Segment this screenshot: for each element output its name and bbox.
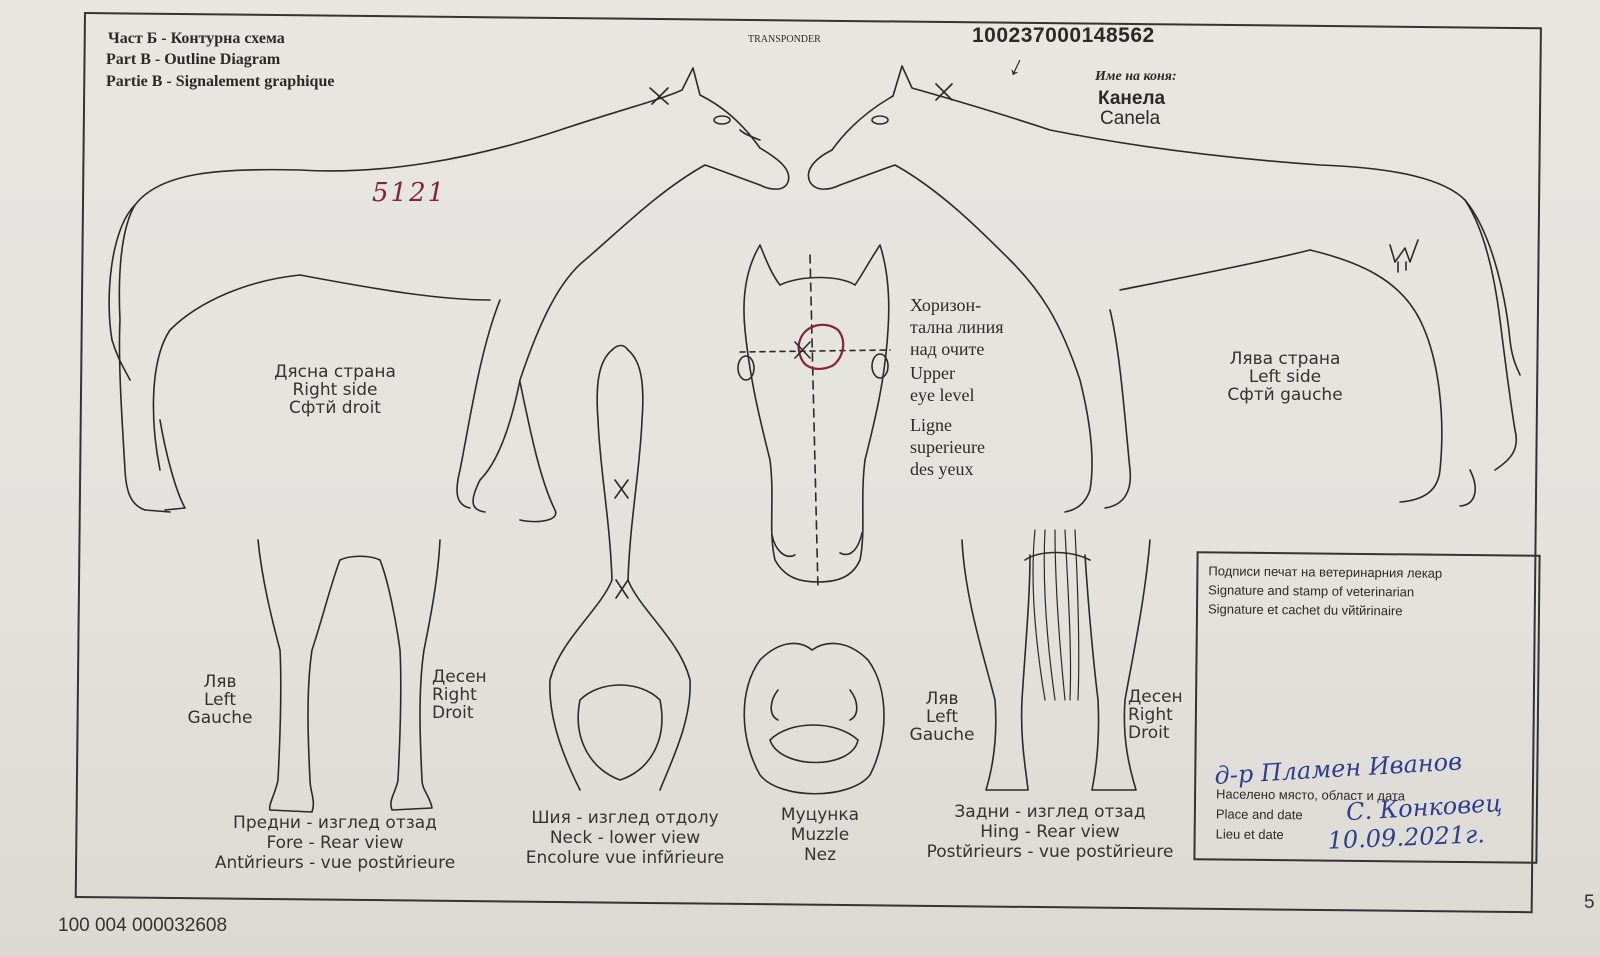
muzzle-caption-fr: Nez [803,845,837,865]
fore-left-fr: Gauche [187,708,253,728]
horse-name-bg: Канела [1098,88,1166,109]
eye-level-fr-1: Ligne [910,415,952,435]
left-side-bg: Лява страна [1229,349,1341,369]
neck-caption [500,808,750,868]
hind-right-en: Right [1128,705,1173,725]
fore-caption-bg: Предни - изглед отзад [233,813,437,833]
left-side-en: Left side [1248,367,1322,387]
hind-left-bg: Ляв [925,689,959,709]
hind-caption [900,802,1200,862]
fore-right-en: Right [432,685,477,705]
date-value: 10.09.2021г. [1327,820,1486,855]
hind-left-label [902,690,982,744]
part-title-en: Part B - Outline Diagram [106,51,281,68]
place-label-bg: Населено място, област и дата [1216,786,1406,804]
horse-name-label: Име на коня: [1095,69,1177,84]
signature-label-bg: Подписи печат на ветеринарния лекар [1208,563,1443,581]
right-side-bg: Дясна страна [274,362,396,382]
part-title-fr: Partie B - Signalement graphique [106,73,335,90]
signature-label-en: Signature and stamp of veterinarian [1208,582,1415,600]
hind-right-bg: Десен [1128,687,1183,707]
hind-right-label [1128,688,1198,742]
hind-left-fr: Gauche [909,725,975,745]
place-value: С. Конковец [1345,788,1503,827]
eye-level-bg-2: тална линия [910,317,1004,337]
arrow-down-icon: ↓ [1004,48,1031,83]
page-number: 5 [1584,892,1595,913]
place-label-en: Place and date [1215,806,1303,823]
eye-level-label [910,294,1004,480]
horse-name-en: Canela [1100,108,1161,129]
transponder-label: TRANSPONDER [748,34,821,45]
signature-box [1193,551,1540,864]
fore-caption-en: Fore - Rear view [266,833,404,853]
right-side-en: Right side [292,380,378,400]
fore-right-fr: Droit [432,703,474,723]
left-side-label [1205,350,1365,404]
hind-caption-en: Hing - Rear view [980,822,1120,842]
fore-left-bg: Ляв [203,672,237,692]
eye-level-en-2: eye level [910,385,975,405]
fore-caption-fr: Antйrieurs - vue postйrieure [214,853,456,873]
neck-caption-bg: Шия - изглед отдолу [531,808,719,828]
veterinarian-signature: д-р Пламен Иванов [1213,747,1463,791]
hind-left-en: Left [926,707,958,727]
hind-caption-bg: Задни - изглед отзад [954,802,1146,822]
muzzle-caption-en: Muzzle [790,825,850,845]
right-side-label [255,363,415,417]
eye-level-en-1: Upper [910,363,955,383]
fore-left-label [165,673,275,727]
left-side-fr: Cфтй gauche [1227,385,1343,405]
eye-level-bg-1: Хоризон- [910,295,982,315]
transponder-number: 100237000148562 [972,24,1155,47]
eye-level-fr-2: superieure [910,437,985,457]
place-label-fr: Lieu et date [1215,826,1284,843]
fore-caption [180,813,490,873]
fore-right-label [432,668,502,722]
eye-level-bg-3: над очите [910,339,985,359]
muzzle-caption-bg: Муцунка [780,805,860,825]
hind-caption-fr: Postйrieurs - vue postйrieure [926,842,1174,862]
part-title-bg: Част Б - Контурна схема [108,30,285,47]
neck-caption-fr: Encolure vue infйrieure [525,848,725,868]
document-number: 100 004 000032608 [58,915,228,936]
fore-right-bg: Десен [432,667,487,687]
signature-label-fr: Signature et cachet du vйtйrinaire [1207,601,1403,619]
hind-right-fr: Droit [1128,723,1170,743]
eye-level-fr-3: des yeux [910,459,974,479]
right-side-fr: Cфтй droit [289,398,381,418]
fore-left-en: Left [204,690,236,710]
handwritten-id: 5121 [372,178,447,208]
neck-caption-en: Neck - lower view [549,828,701,848]
muzzle-caption [765,805,875,865]
